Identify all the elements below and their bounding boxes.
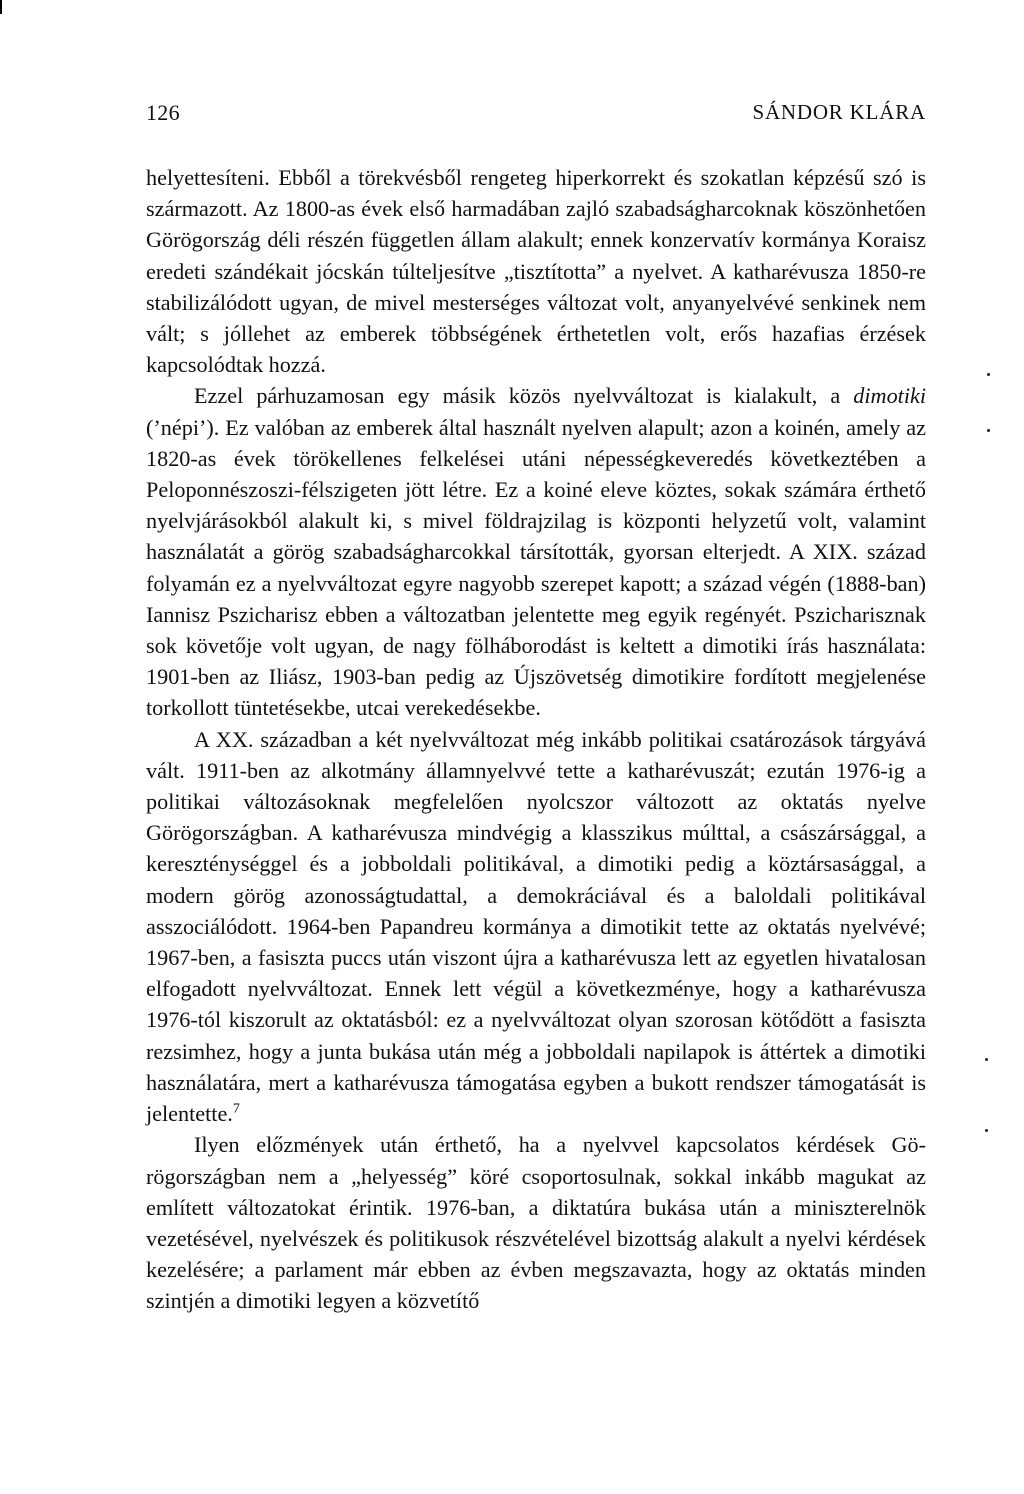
paragraph-1 xyxy=(146,162,926,380)
page-number: 126 xyxy=(146,100,180,125)
paragraph-text: A XX. században a két nyelvváltozat még inkább politikai csatározások tárgyává vált. 1911-ben az alkotmány államnyelvvé tette a katharévuszát; ezután 1976-ig a politikai változásoknak megfelelően nyolcszor változott az oktatás nyelve Görögországban. A katharévusza mindvégig a klasszikus múlttal, a császársággal, a kereszténységgel és a jobboldali politikával, a dimotiki pedig a köztársasággal, a modern görög azonosságtudattal, a demokráciával és a baloldali politikával asszociálódott. 1964-ben Papandreu kormánya a dimotikit tette az oktatás nyelvévé; 1967-ben, a fasiszta puccs után viszont újra a katharévusza lett az egyetlen hivatalosan elfogadott nyelvváltozat. Ennek lett végül a következménye, hogy a katharévusza 1976-tól kiszorult az oktatásból: ez a nyelvváltozat olyan szorosan kötődött a fasiszta rezsimhez, hogy a junta bukása után még a jobboldali napilapok is áttértek a dimotiki használatára, mert a katharévusza támogatása egyben a bukott rendszer támogatását is jelentette. xyxy=(146,726,926,1127)
running-header xyxy=(146,100,926,136)
scan-speck xyxy=(987,373,990,376)
running-head-author: SÁNDOR KLÁRA xyxy=(752,100,926,124)
paragraph-text: Ilyen előzmények után érthető, ha a nyelvvel kapcsolatos kérdések Görögországban nem a „helyesség” köré csoportosulnak, sokkal inkább magukat az említett változatokat érintik. 1976-ban, a diktatúra bukása után a miniszterelnök vezetésével, nyelvészek és politikusok részvételével bizottság alakult a nyelvi kérdések kezelésére; a parlament már ebben az évben megszavazta, hogy az oktatás minden szintjén a dimotiki legyen a közvetítő xyxy=(146,1132,926,1314)
paragraph-text: helyettesíteni. Ebből a törekvésből rengeteg hiperkorrekt és szokatlan képzésű szó is származott. Az 1800-as évek első harmadában zajló szabadságharcoknak köszönhetően Görögország déli részén független állam alakult; ennek konzervatív kormánya Koraisz eredeti szándékait jócskán túlteljesítve „tisztította” a nyelvet. A katharévusza 1850-re stabilizálódott ugyan, de mivel mesterséges változat volt, anyanyelvévé senkinek nem vált; s jóllehet az emberek többségének érthetetlen volt, erős hazafias érzések kapcsolódtak hozzá. xyxy=(146,165,926,378)
paragraph-4 xyxy=(146,1129,926,1316)
left-edge-rule xyxy=(0,0,2,14)
italic-term-dimotiki: dimotiki xyxy=(853,383,926,409)
paragraph-3 xyxy=(146,724,926,1130)
scan-speck xyxy=(985,1058,988,1061)
paragraph-text: Ezzel párhuzamosan egy másik közös nyelvváltozat is kialakult, a xyxy=(194,383,854,409)
scan-speck xyxy=(985,1129,988,1132)
footnote-reference: 7 xyxy=(232,1101,240,1117)
body-text xyxy=(146,162,926,1317)
scan-speck xyxy=(987,429,990,432)
paragraph-2 xyxy=(146,380,926,723)
paragraph-text: (’népi’). Ez valóban az emberek által használt nyelven alapult; azon a koinén, amely az 1820-as évek törökellenes felkelései utáni népességkeveredés következtében a Peloponnészoszi-félszigeten jött létre. Ez a koiné eleve köztes, sokak számára érthető nyelvjárásokból alakult ki, s mivel földrajzilag is központi helyzetű volt, valamint használatát a görög szabadságharcokkal társították, gyorsan elterjedt. A XIX. század folyamán ez a nyelvváltozat egyre nagyobb szerepet kapott; a század végén (1888-ban) Iannisz Pszicharisz ebben a változatban jelentette meg egyik regényét. Pszicharisznak sok követője volt ugyan, de nagy fölháborodást is keltett a dimotiki írás használata: 1901-ben az Iliász, 1903-ban pedig az Újszövetség dimotikire fordított megjelenése torkollott tüntetésekbe, utcai verekedésekbe. xyxy=(146,414,926,721)
